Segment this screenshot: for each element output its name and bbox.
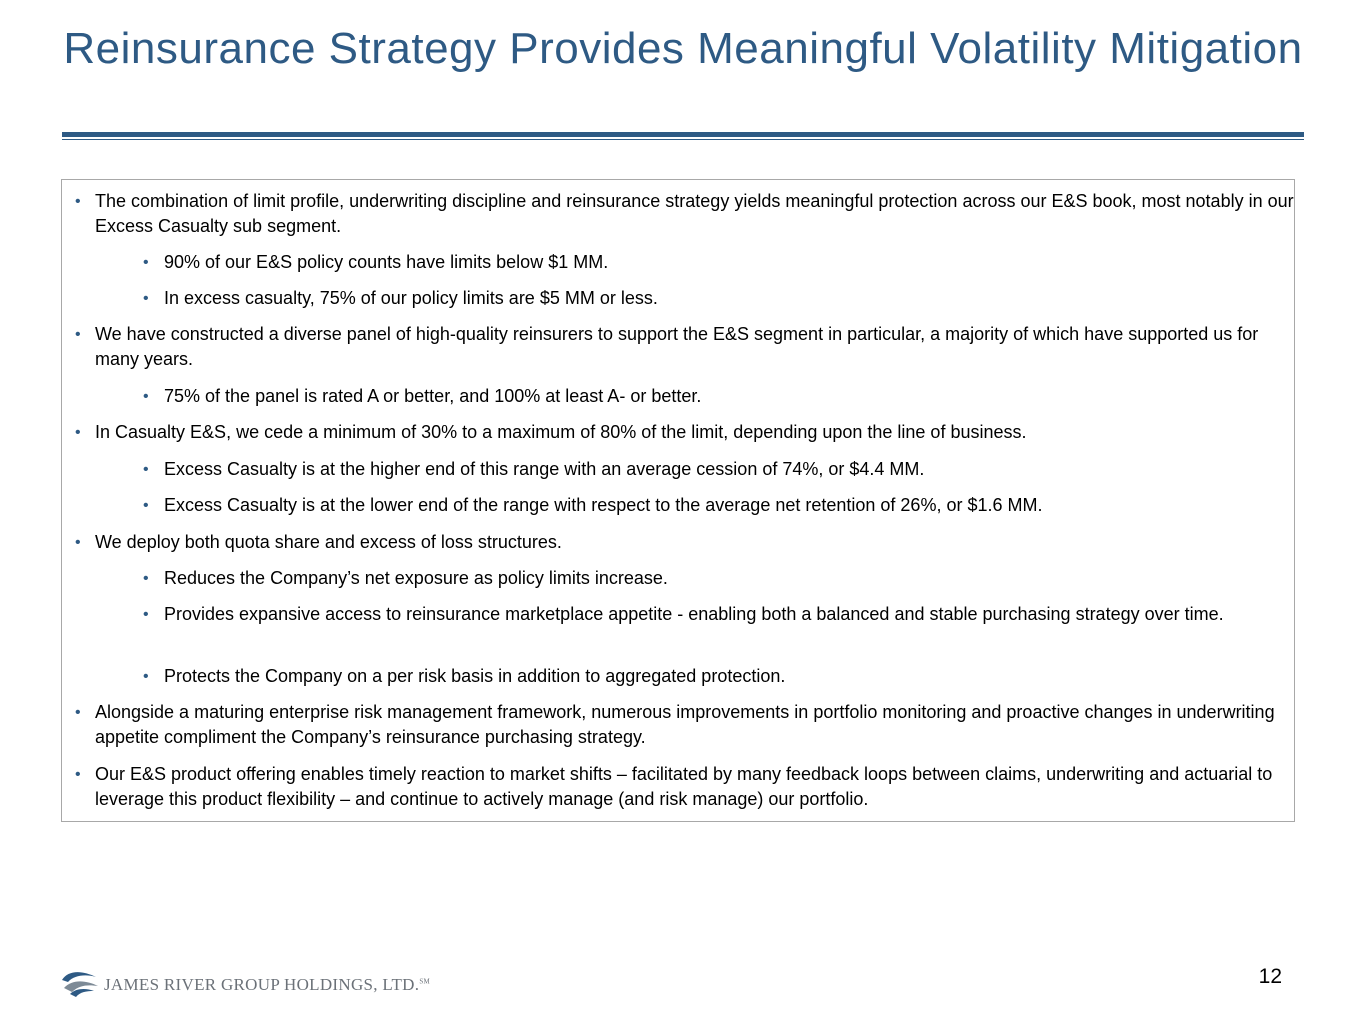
bullet-text: Our E&S product offering enables timely reaction to market shifts – facilitated by many feedback loops between claims, underwriting and actuarial to leverage this product flexibility – and continue to actively manage (and risk manage) our portfolio. xyxy=(95,764,1273,809)
title-divider-thick xyxy=(62,132,1304,137)
sub-bullet-item xyxy=(62,250,1294,275)
title-divider-thin xyxy=(62,139,1304,140)
bullet-dot-icon: • xyxy=(143,290,149,307)
company-logo xyxy=(60,966,431,1000)
content-box xyxy=(61,179,1295,822)
bullet-text: We have constructed a diverse panel of high-quality reinsurers to support the E&S segment in particular, a majority of which have supported us for many years. xyxy=(95,324,1259,369)
bullet-item xyxy=(62,762,1294,812)
bullet-dot-icon: • xyxy=(143,606,149,623)
bullet-dot-icon: • xyxy=(75,326,81,343)
sub-bullet-item xyxy=(62,664,1294,689)
sub-bullet-item xyxy=(62,457,1294,482)
bullet-text: In Casualty E&S, we cede a minimum of 30% to a maximum of 80% of the limit, depending upon the line of business. xyxy=(95,422,1027,442)
bullet-dot-icon: • xyxy=(143,570,149,587)
river-wave-icon xyxy=(60,968,100,998)
bullet-item xyxy=(62,420,1294,445)
bullet-dot-icon: • xyxy=(75,766,81,783)
bullet-text: In excess casualty, 75% of our policy limits are $5 MM or less. xyxy=(164,288,658,308)
bullet-dot-icon: • xyxy=(143,254,149,271)
bullet-text: Alongside a maturing enterprise risk management framework, numerous improvements in portfolio monitoring and proactive changes in underwriting appetite compliment the Company’s reinsurance purchasing strategy. xyxy=(95,702,1275,747)
bullet-item xyxy=(62,700,1294,750)
bullet-dot-icon: • xyxy=(75,534,81,551)
bullet-dot-icon: • xyxy=(143,461,149,478)
bullet-dot-icon: • xyxy=(75,704,81,721)
sub-bullet-item xyxy=(62,602,1294,627)
bullet-text: Reduces the Company’s net exposure as policy limits increase. xyxy=(164,568,668,588)
bullet-item xyxy=(62,530,1294,555)
bullet-text: Provides expansive access to reinsurance marketplace appetite - enabling both a balanced and stable purchasing strategy over time. xyxy=(164,604,1224,624)
bullet-text: Excess Casualty is at the higher end of this range with an average cession of 74%, or $4.4 MM. xyxy=(164,459,925,479)
bullet-item xyxy=(62,189,1294,239)
bullet-dot-icon: • xyxy=(143,388,149,405)
logo-text: JAMES RIVER GROUP HOLDINGS, LTD.℠ xyxy=(104,975,431,994)
slide-title: Reinsurance Strategy Provides Meaningful Volatility Mitigation xyxy=(63,24,1303,73)
bullet-text: 75% of the panel is rated A or better, and 100% at least A- or better. xyxy=(164,386,702,406)
sub-bullet-item xyxy=(62,286,1294,311)
sub-bullet-item xyxy=(62,493,1294,518)
bullet-dot-icon: • xyxy=(75,424,81,441)
bullet-text: 90% of our E&S policy counts have limits below $1 MM. xyxy=(164,252,609,272)
page-number: 12 xyxy=(1258,965,1282,988)
logo-service-mark: SM xyxy=(419,977,431,986)
sub-bullet-item xyxy=(62,566,1294,591)
bullet-text: We deploy both quota share and excess of loss structures. xyxy=(95,532,562,552)
bullet-dot-icon: • xyxy=(143,497,149,514)
bullet-text: Excess Casualty is at the lower end of the range with respect to the average net retention of 26%, or $1.6 MM. xyxy=(164,495,1043,515)
bullet-dot-icon: • xyxy=(75,193,81,210)
bullet-text: Protects the Company on a per risk basis in addition to aggregated protection. xyxy=(164,666,786,686)
sub-bullet-item xyxy=(62,384,1294,409)
bullet-text: The combination of limit profile, underwriting discipline and reinsurance strategy yields meaningful protection across our E&S book, most notably in our Excess Casualty sub segment. xyxy=(95,191,1294,236)
bullet-dot-icon: • xyxy=(143,668,149,685)
bullet-item xyxy=(62,322,1294,372)
